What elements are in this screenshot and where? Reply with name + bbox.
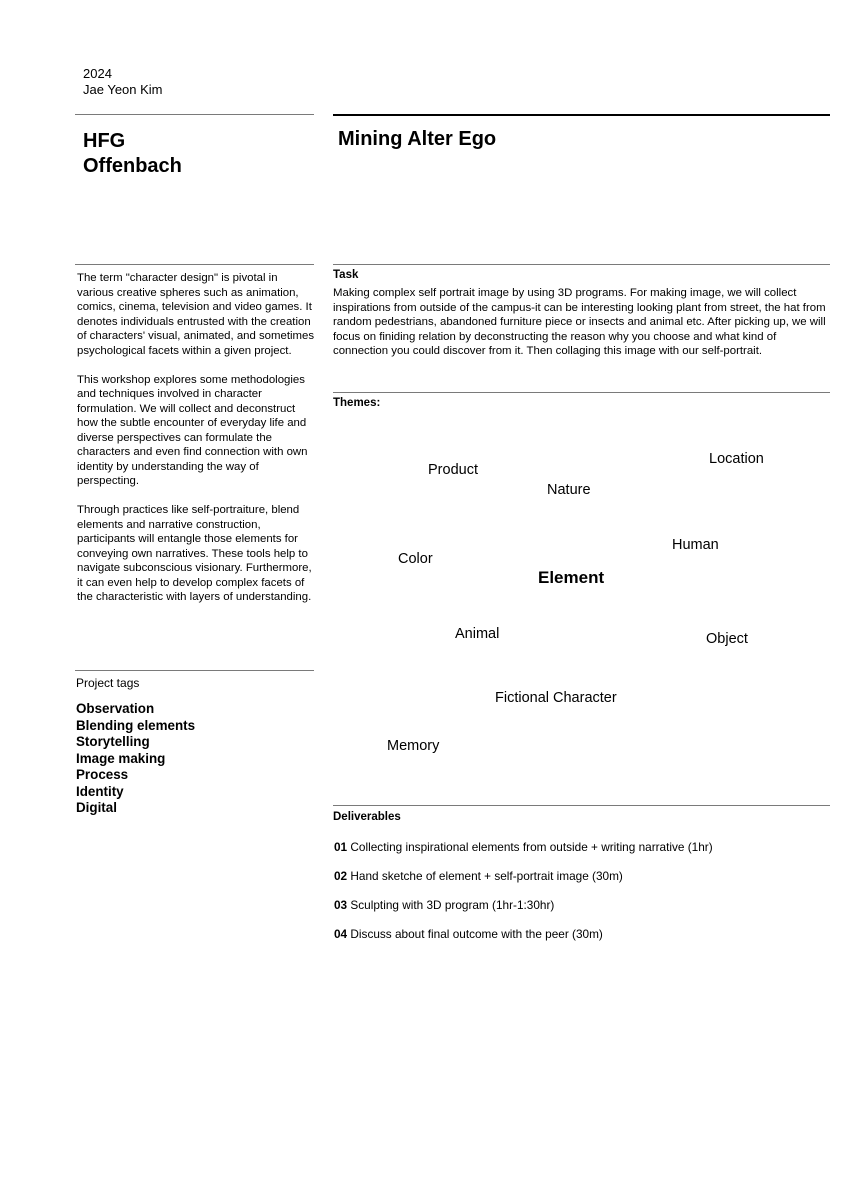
header: [83, 66, 163, 98]
themes-rule: [333, 392, 830, 393]
tag-item: Blending elements: [76, 717, 196, 733]
tag-item: Process: [76, 767, 129, 782]
theme-element: Element: [538, 568, 605, 587]
deliverable-text: Collecting inspirational elements from outside + writing narrative (1hr): [350, 840, 713, 854]
intro-paragraph-3: Through practices like self-portraiture, blend elements and narrative construction, participants will entangle those elements for conveying own narratives. These tools help to navigate subconscious visionary. Furthermore, it can even help to develop complex facets of the characteristic with layers of understanding.: [77, 504, 312, 603]
left-intro-rule: [75, 264, 314, 265]
theme-product: Product: [428, 462, 478, 478]
intro-paragraph-1: The term "character design" is pivotal in various creative spheres such as animation, comics, cinema, television and video games. It denotes individuals entrusted with the creation of characters' visual, animated, and sometimes psychological facets within a given project.: [77, 272, 315, 357]
theme-location: Location: [709, 451, 764, 467]
tag-item: Observation: [76, 701, 155, 716]
deliverables-label: Deliverables: [333, 811, 401, 823]
theme-color: Color: [398, 551, 433, 567]
deliverable-item: [334, 840, 713, 854]
deliverable-text: Hand sketche of element + self-portrait image (30m): [350, 869, 623, 883]
deliverable-item: [334, 869, 623, 883]
intro-paragraph-2: This workshop explores some methodologies and techniques involved in character formulation. We will collect and deconstruct how the subtle encounter of everyday life and diverse perspectives can formulate the characters and even find connection with own identity by understanding the way of perspecting.: [77, 373, 308, 487]
tag-item: Storytelling: [76, 734, 150, 749]
deliverable-number: 03: [334, 898, 348, 912]
deliverable-text: Sculpting with 3D program (1hr-1:30hr): [350, 898, 555, 912]
theme-human: Human: [672, 537, 719, 553]
school-name: [83, 129, 182, 179]
theme-fictional-character: Fictional Character: [495, 690, 617, 706]
left-top-rule: [75, 114, 314, 115]
theme-nature: Nature: [547, 482, 591, 498]
theme-object: Object: [706, 631, 748, 647]
author-name: Jae Yeon Kim: [83, 82, 163, 97]
project-tags-list: [76, 701, 195, 817]
deliverable-number: 01: [334, 840, 348, 854]
school-name-line1: HFG: [83, 130, 126, 152]
deliverable-text: Discuss about final outcome with the peer (30m): [350, 927, 603, 941]
project-tags-label: Project tags: [76, 676, 140, 690]
task-label: Task: [333, 269, 359, 281]
deliverable-item: [334, 927, 603, 941]
intro-text: [77, 271, 315, 619]
theme-animal: Animal: [455, 626, 500, 642]
themes-label: Themes:: [333, 397, 381, 409]
deliverables-rule: [333, 805, 830, 806]
page-title: Mining Alter Ego: [338, 128, 497, 150]
tag-item: Image making: [76, 750, 166, 766]
tag-item: Identity: [76, 783, 124, 799]
school-name-line2: Offenbach: [83, 155, 182, 177]
tag-item: Digital: [76, 800, 117, 815]
right-top-rule: [333, 114, 830, 116]
tags-rule: [75, 670, 314, 671]
deliverable-number: 04: [334, 927, 348, 941]
theme-memory: Memory: [387, 738, 440, 754]
deliverable-number: 02: [334, 869, 348, 883]
deliverable-item: [334, 898, 554, 912]
task-text: Making complex self portrait image by using 3D programs. For making image, we will collect inspirations from outside of the campus-it can be interesting looking plant from street, the hat from random pedestrians, abandoned furniture piece or insects and animal etc. After picking up, we will focus on finiding relation by deconstructing the reason why you choose and what kind of connection you could discover from it. Then collaging this image with our self-portrait.: [333, 287, 826, 357]
year: 2024: [83, 66, 112, 81]
task-rule: [333, 264, 830, 265]
